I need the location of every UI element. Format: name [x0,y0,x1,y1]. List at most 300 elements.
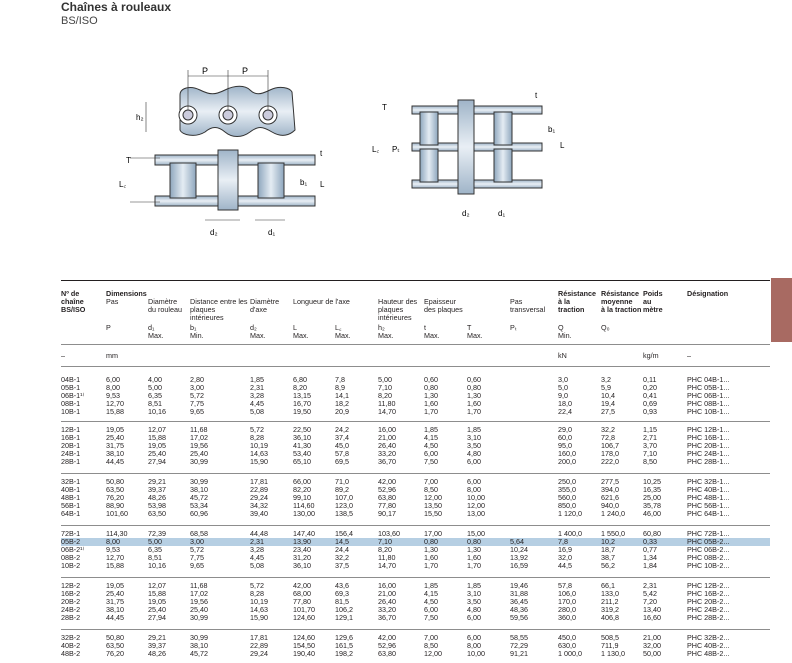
table-cell: PHC 05B-1... [687,383,730,392]
duplex-label-d1: d₁ [498,209,506,218]
table-cell: 69,3 [335,589,349,598]
table-cell: 178,0 [601,449,619,458]
table-cell: 59,56 [510,613,528,622]
table-row[interactable] [61,554,770,562]
table-cell: 32,2 [601,425,615,434]
table-cell: 6,00 [424,605,438,614]
table-cell: 56B-1 [61,501,81,510]
table-cell: 21,00 [643,633,661,642]
table-cell: 17,02 [190,589,208,598]
table-cell: 27,5 [601,407,615,416]
table-cell: PHC 72B-1... [687,529,730,538]
table-cell: 711,9 [601,641,619,650]
table-cell: 04B-1 [61,375,81,384]
table-cell: 114,30 [106,529,128,538]
table-cell: 114,60 [293,501,315,510]
table-cell: 1 550,0 [601,529,625,538]
table-cell: 11,68 [190,425,208,434]
table-cell: PHC 10B-2... [687,561,730,570]
table-cell: 77,80 [293,597,311,606]
table-cell: 3,00 [190,537,204,546]
table-cell: 38,10 [190,641,208,650]
table-cell: 3,28 [250,391,264,400]
table-cell: 31,75 [106,441,124,450]
table-cell: 5,0 [558,383,568,392]
table-cell: 12,07 [148,581,166,590]
sym-q: Q Min. [558,323,572,340]
table-cell: 22,50 [293,425,311,434]
table-cell: 0,80 [467,383,481,392]
table-cell: 18,7 [601,545,615,554]
table-cell: 44,48 [250,529,268,538]
table-row[interactable] [61,434,770,442]
table-cell: 14,5 [335,537,349,546]
table-cell: 8,20 [378,545,392,554]
table-cell: 6,00 [467,457,481,466]
table-cell: 0,41 [643,391,657,400]
table-cell: 6,35 [148,545,162,554]
table-cell: 5,00 [148,537,162,546]
table-group [61,376,770,416]
table-cell: 160,0 [558,449,576,458]
table-cell: 36,45 [510,597,528,606]
table-cell: 5,72 [250,581,264,590]
table-cell: 3,28 [250,545,264,554]
table-cell: 38,10 [106,605,124,614]
label-d2: d₂ [210,228,218,237]
table-cell: 25,40 [190,449,208,458]
table-top-rule [61,280,770,281]
table-cell: 30,99 [190,457,208,466]
table-row[interactable] [61,376,770,384]
table-cell: 124,60 [293,613,315,622]
table-cell: 18,0 [558,399,572,408]
table-cell: 850,0 [558,501,576,510]
table-cell: PHC 20B-1... [687,441,730,450]
table-cell: 7,00 [424,477,438,486]
table-row[interactable] [61,400,770,408]
table-cell: 103,60 [378,529,400,538]
table-cell: 65,10 [293,457,311,466]
table-cell: 72,29 [510,641,528,650]
page-subtitle: BS/ISO [61,15,98,27]
table-cell: 32,00 [643,641,661,650]
table-cell: 06B-1¹⁾ [61,391,85,400]
table-cell: 37,4 [335,433,349,442]
table-cell: 124,60 [293,633,315,642]
table-cell: 10,16 [148,407,166,416]
table-row[interactable] [61,530,770,538]
table-cell: 5,72 [190,391,204,400]
table-cell: 4,80 [467,605,481,614]
table-cell: 24B-2 [61,605,81,614]
table-cell: 77,80 [378,501,396,510]
table-cell: 8,00 [467,641,481,650]
table-row[interactable] [61,598,770,606]
table-cell: 2,80 [190,375,204,384]
table-cell: 1,85 [424,581,438,590]
table-cell: 20,9 [335,407,349,416]
table-cell: 1,85 [424,425,438,434]
table-cell: 64B-1 [61,509,81,518]
table-cell: 13,15 [293,391,311,400]
table-cell: 7,8 [335,375,345,384]
table-cell: 15,50 [424,509,442,518]
table-row[interactable] [61,392,770,400]
group-rule [61,629,770,630]
table-cell: 508,5 [601,633,619,642]
table-cell: 10,00 [467,493,485,502]
table-cell: 63,80 [378,493,396,502]
table-cell: PHC 08B-2... [687,553,730,562]
table-cell: 106,2 [335,605,353,614]
sym-t: t Max. [424,323,440,340]
table-cell: 0,80 [424,383,438,392]
table-row[interactable] [61,562,770,570]
table-cell: 7,50 [424,613,438,622]
table-cell: 66,1 [601,581,615,590]
table-cell: 40B-2 [61,641,81,650]
table-cell: 16,00 [378,581,396,590]
duplex-label-t: T [382,103,387,112]
units-kn: kN [558,351,567,360]
table-cell: 36,10 [293,561,311,570]
table-cell: 72,39 [148,529,166,538]
duplex-label-pt: Pₜ [392,145,400,154]
table-cell: 22,89 [250,485,268,494]
table-row[interactable] [61,458,770,466]
table-cell: 12B-2 [61,581,81,590]
table-cell: 0,11 [643,375,657,384]
sym-pt: Pₜ [510,323,517,332]
table-cell: 32B-2 [61,633,81,642]
table-cell: 13,92 [510,553,528,562]
section-tab[interactable] [771,278,792,342]
table-cell: 5,72 [250,425,264,434]
table-cell: 3,50 [467,441,481,450]
header-designation: Désignation [687,289,729,298]
table-cell: 28B-1 [61,457,81,466]
table-cell: 27,94 [148,613,166,622]
label-h2: h₂ [136,113,144,122]
table-cell: 16,59 [510,561,528,570]
table-row[interactable] [61,494,770,502]
table-cell: 41,30 [293,441,311,450]
table-cell: PHC 28B-1... [687,457,730,466]
table-row[interactable] [61,650,770,658]
header-inner-plates: Distance entre les plaques intérieures [190,297,248,322]
table-cell: 42,00 [293,581,311,590]
table-cell: 25,40 [148,449,166,458]
table-cell: 91,21 [510,649,528,658]
table-cell: 9,0 [558,391,568,400]
table-cell: PHC 40B-2... [687,641,730,650]
table-cell: 1,84 [643,561,657,570]
units-mm: mm [106,351,118,360]
table-cell: 250,0 [558,477,576,486]
table-row[interactable] [61,486,770,494]
table-cell: 44,45 [106,457,124,466]
table-cell: 8,00 [106,383,120,392]
table-cell: 1 400,0 [558,529,582,538]
table-cell: 15,88 [148,433,166,442]
table-cell: 48,26 [148,493,166,502]
header-chain-no: Nº de chaîne BS/ISO [61,289,86,314]
table-cell: 630,0 [558,641,576,650]
table-cell: 15,90 [250,457,268,466]
table-cell: 170,0 [558,597,576,606]
table-cell: 15,88 [106,407,124,416]
table-cell: 28B-2 [61,613,81,622]
table-cell: 20B-1 [61,441,81,450]
table-cell: 138,5 [335,509,353,518]
table-cell: 69,5 [335,457,349,466]
table-cell: 40B-1 [61,485,81,494]
table-cell: 1,15 [643,425,657,434]
table-cell: PHC 64B-1... [687,509,730,518]
table-cell: 33,20 [378,605,396,614]
table-cell: 2,71 [643,433,657,442]
table-cell: PHC 56B-1... [687,501,730,510]
table-cell: 106,7 [601,441,619,450]
table-row[interactable] [61,502,770,510]
table-cell: 42,00 [378,633,396,642]
table-cell: 940,0 [601,501,619,510]
duplex-label-lc: L꜀ [372,145,380,154]
table-cell: 15,88 [106,561,124,570]
table-cell: 58,55 [510,633,528,642]
table-cell: 36,70 [378,457,396,466]
table-cell: 129,6 [335,633,353,642]
group-rule [61,421,770,422]
table-row[interactable] [61,450,770,458]
table-cell: 15,90 [250,613,268,622]
table-cell: 18,2 [335,399,349,408]
table-cell: 60,80 [643,529,661,538]
table-group [61,478,770,518]
table-cell: 11,68 [190,581,208,590]
table-cell: 53,40 [293,449,311,458]
table-cell: 0,69 [643,399,657,408]
table-cell: 450,0 [558,633,576,642]
table-cell: 8,51 [148,553,162,562]
group-rule [61,525,770,526]
table-row[interactable] [61,384,770,392]
table-group [61,634,770,658]
table-cell: 1,60 [424,553,438,562]
header-avg-tensile: Résistance moyenne à la traction [601,289,642,314]
table-cell: 1,85 [467,425,481,434]
table-cell: 53,98 [148,501,166,510]
table-cell: 22,4 [558,407,572,416]
table-cell: 8,28 [250,433,264,442]
table-cell: 76,20 [106,493,124,502]
table-cell: 9,53 [106,391,120,400]
label-t-small: t [320,149,323,158]
table-row[interactable] [61,642,770,650]
table-cell: 9,65 [190,561,204,570]
table-cell: 31,20 [293,553,311,562]
header-transverse: Pas transversal [510,297,546,314]
table-cell: 10,25 [643,477,661,486]
sym-l: L Max. [293,323,309,340]
header-plate-height: Hauteur des plaques intérieures [378,297,418,322]
table-cell: 24B-1 [61,449,81,458]
table-cell: 0,77 [643,545,657,554]
table-row[interactable] [61,408,770,416]
table-cell: 277,5 [601,477,619,486]
table-cell: 63,50 [106,641,124,650]
table-cell: 621,6 [601,493,619,502]
table-cell: 4,45 [250,553,264,562]
table-cell: 39,40 [250,509,268,518]
table-cell: 25,40 [148,605,166,614]
table-row[interactable] [61,546,770,554]
table-cell: 15,00 [467,529,485,538]
table-cell: 10,4 [601,391,615,400]
sym-q0: Q₀ [601,323,610,332]
table-cell: 101,60 [106,509,128,518]
table-cell: 1,70 [424,561,438,570]
units-dash-2: – [687,351,691,360]
table-cell: 25,40 [106,433,124,442]
table-cell: 16,70 [293,399,311,408]
duplex-roller-1 [420,112,438,145]
table-cell: 1,85 [467,581,481,590]
table-cell: 5,9 [601,383,611,392]
table-cell: 26,40 [378,441,396,450]
table-cell: 4,50 [424,441,438,450]
table-cell: 44,5 [558,561,572,570]
table-row[interactable] [61,634,770,642]
table-cell: 45,72 [190,649,208,658]
table-cell: 6,00 [467,633,481,642]
table-cell: 13,90 [293,537,311,546]
table-cell: 130,00 [293,509,315,518]
table-cell: PHC 24B-1... [687,449,730,458]
units-kgm: kg/m [643,351,659,360]
table-cell: 156,4 [335,529,353,538]
table-cell: 46,00 [643,509,661,518]
table-cell: 12,07 [148,425,166,434]
table-cell: 6,00 [106,375,120,384]
header-weight: Poids au mètre [643,289,663,314]
table-row[interactable] [61,582,770,590]
table-cell: 29,24 [250,493,268,502]
table-cell: PHC 04B-1... [687,375,730,384]
table-cell: 10B-1 [61,407,81,416]
table-cell: 06B-2¹⁾ [61,545,85,554]
table-cell: 3,10 [467,433,481,442]
table-row[interactable] [61,442,770,450]
duplex-roller-2 [420,149,438,182]
table-cell: 0,93 [643,407,657,416]
table-cell: 23,40 [293,545,311,554]
table-cell: 1 130,0 [601,649,625,658]
table-cell: 11,80 [378,553,396,562]
table-cell: 16,35 [643,485,661,494]
table-cell: 106,0 [558,589,576,598]
table-cell: 406,8 [601,613,619,622]
table-row[interactable] [61,426,770,434]
table-cell: 3,2 [601,375,611,384]
table-cell: PHC 20B-2... [687,597,730,606]
table-cell: 1,85 [250,375,264,384]
table-cell: 44,45 [106,613,124,622]
header-dimensions: Dimensions [106,289,147,298]
table-cell: 36,70 [378,613,396,622]
table-group [61,426,770,466]
table-cell: 38,10 [106,449,124,458]
table-row[interactable] [61,590,770,598]
table-cell: 81,5 [335,597,349,606]
table-cell: 0,60 [467,375,481,384]
table-cell: 43,6 [335,581,349,590]
units-dash-1: – [61,351,65,360]
table-cell: 60,0 [558,433,572,442]
table-cell: 4,50 [424,597,438,606]
table-cell: 1,30 [467,545,481,554]
table-row[interactable] [61,614,770,622]
table-cell: 7,75 [190,553,204,562]
table-cell: 12,70 [106,399,124,408]
table-cell: 10,19 [250,441,268,450]
table-cell: 08B-1 [61,399,81,408]
table-cell: 32,0 [558,553,572,562]
table-cell: 0,80 [467,537,481,546]
table-cell: 123,0 [335,501,353,510]
header-axis-len: Longueur de l'axe [293,297,350,306]
table-cell: PHC 24B-2... [687,605,730,614]
table-cell: 10,2 [601,537,615,546]
table-cell: 198,2 [335,649,353,658]
table-cell: 19,56 [190,597,208,606]
table-row[interactable] [61,510,770,518]
table-cell: 1 120,0 [558,509,582,518]
table-cell: 37,5 [335,561,349,570]
table-cell: 16B-2 [61,589,81,598]
table-cell: 147,40 [293,529,315,538]
header-rule [61,344,770,345]
header-tensile: Résistance à la traction [558,289,596,314]
table-cell: 24,4 [335,545,349,554]
duplex-label-l: L [560,141,565,150]
table-cell: 8,50 [424,485,438,494]
table-cell: 2,31 [643,581,657,590]
table-cell: 29,21 [148,477,166,486]
table-cell: 66,00 [293,477,311,486]
table-cell: 101,70 [293,605,315,614]
table-cell: 5,00 [378,375,392,384]
table-cell: 5,72 [190,545,204,554]
table-row[interactable] [61,478,770,486]
table-cell: 3,0 [558,375,568,384]
table-cell: 8,00 [467,485,481,494]
table-cell: 57,8 [335,449,349,458]
table-row[interactable] [61,538,770,546]
table-cell: 8,00 [106,537,120,546]
table-cell: 0,20 [643,383,657,392]
table-cell: 5,42 [643,589,657,598]
table-cell: 89,2 [335,485,349,494]
table-cell: PHC 40B-1... [687,485,730,494]
table-cell: 7,8 [558,537,568,546]
header-axis-dia: Diamètre d'axe [250,297,280,314]
table-cell: 19,56 [190,441,208,450]
table-cell: 63,50 [106,485,124,494]
label-t-big: T [126,156,131,165]
table-row[interactable] [61,606,770,614]
